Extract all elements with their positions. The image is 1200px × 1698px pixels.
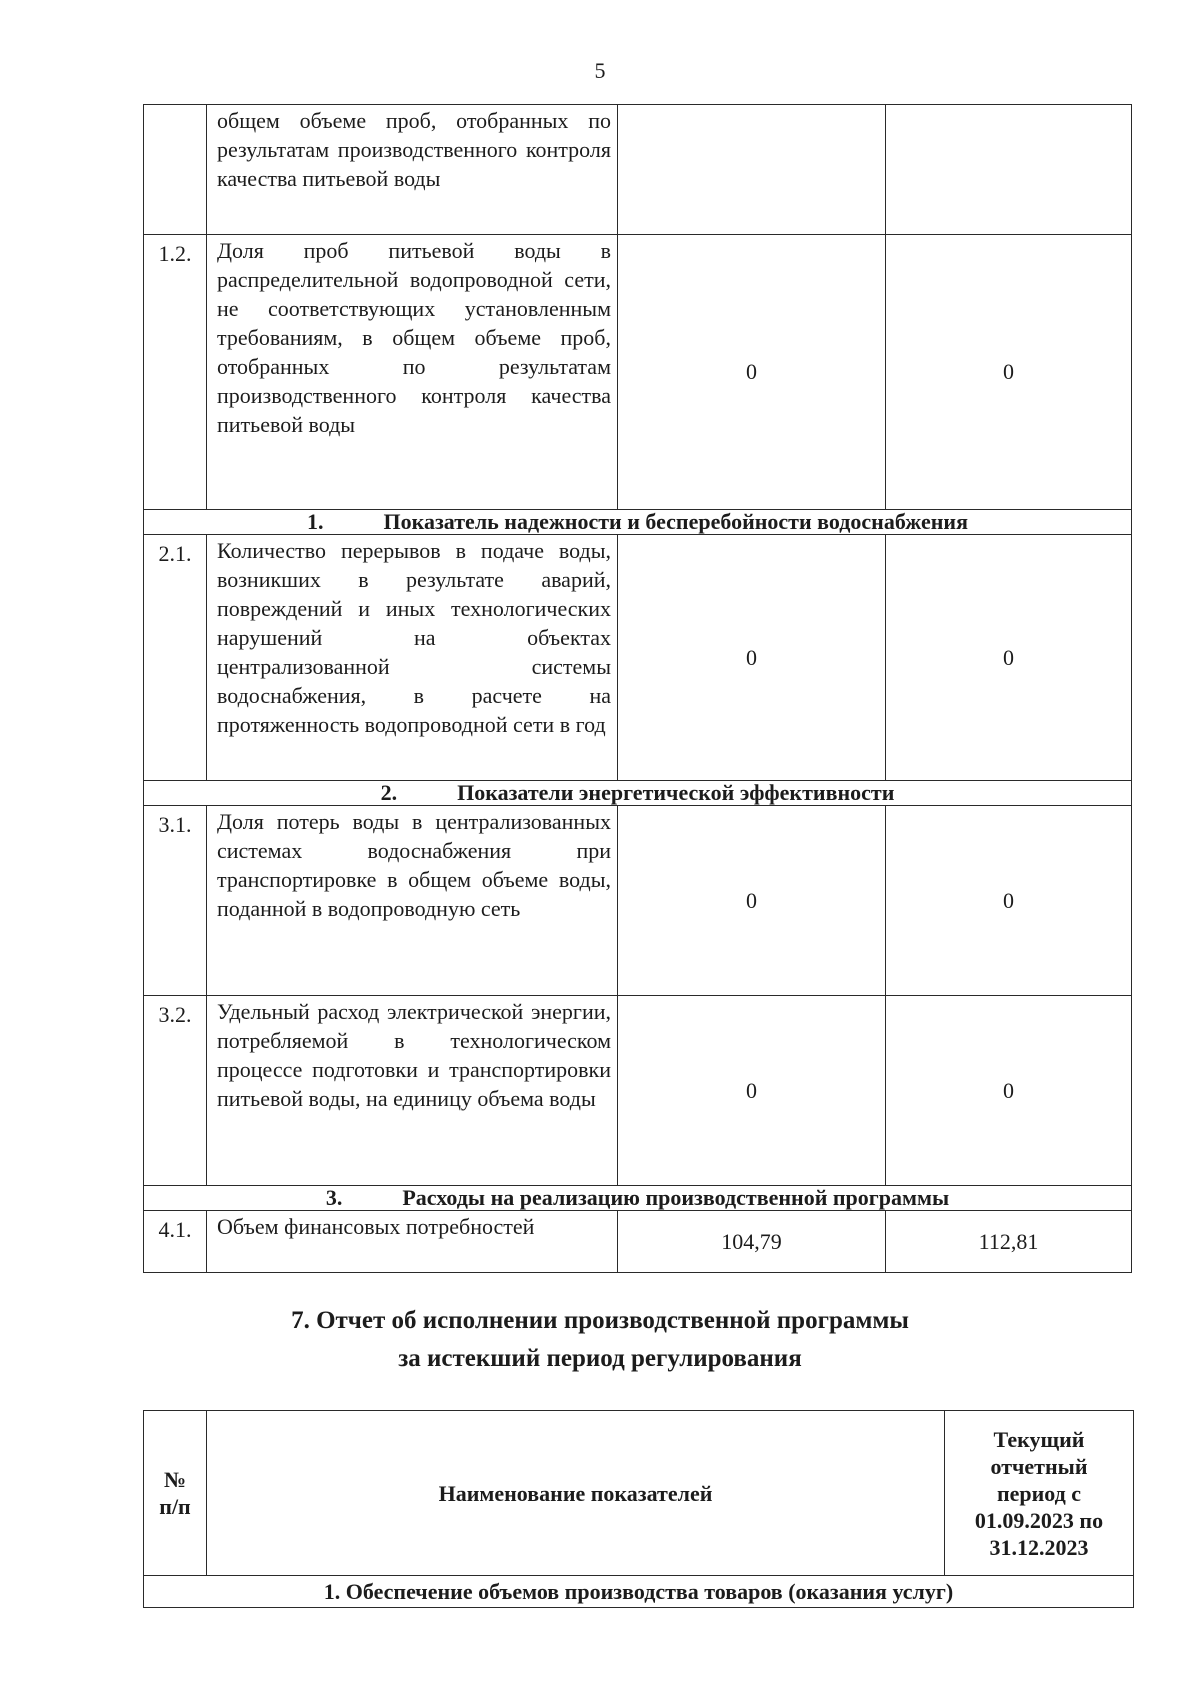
table-row bbox=[144, 535, 1132, 781]
value-2: 0 bbox=[886, 806, 1132, 996]
row-number: 1.2. bbox=[144, 235, 207, 510]
row-number: 3.2. bbox=[144, 996, 207, 1186]
row-number: 2.1. bbox=[144, 535, 207, 781]
section-title: Расходы на реализацию производственной программы bbox=[402, 1185, 950, 1210]
value-1: 0 bbox=[618, 235, 886, 510]
indicator-name: Объем финансовых потребностей bbox=[207, 1211, 618, 1273]
value-2: 112,81 bbox=[886, 1211, 1132, 1273]
row-number: 4.1. bbox=[144, 1211, 207, 1273]
section-title: 1. Обеспечение объемов производства товаров (оказания услуг) bbox=[144, 1576, 1134, 1608]
section-header-volumes bbox=[144, 1576, 1134, 1608]
section-header-reliability bbox=[144, 510, 1132, 535]
value-2: 0 bbox=[886, 235, 1132, 510]
row-number: 3.1. bbox=[144, 806, 207, 996]
table-row bbox=[144, 105, 1132, 235]
row-number bbox=[144, 105, 207, 235]
table-header-row bbox=[144, 1411, 1134, 1576]
indicator-name: Доля проб питьевой воды в распределительной водопроводной сети, не соответствующих установленным требованиям, в общем объеме проб, отобранных по результатам производственного контроля качества питьевой воды bbox=[207, 235, 618, 510]
value-2 bbox=[886, 105, 1132, 235]
indicator-name: Удельный расход электрической энергии, потребляемой в технологическом процессе подготовки и транспортировки питьевой воды, на единицу объема воды bbox=[207, 996, 618, 1186]
value-1: 0 bbox=[618, 996, 886, 1186]
column-header-number: № п/п bbox=[144, 1411, 207, 1576]
column-header-name: Наименование показателей bbox=[207, 1411, 945, 1576]
indicator-name: общем объеме проб, отобранных по результатам производственного контроля качества питьевой воды bbox=[207, 105, 618, 235]
page-number: 5 bbox=[594, 58, 606, 83]
report-heading-line-2: за истекший период регулирования bbox=[398, 1345, 802, 1372]
section-number: 2. bbox=[380, 780, 398, 805]
table-row bbox=[144, 235, 1132, 510]
section-number: 3. bbox=[325, 1185, 343, 1210]
indicators-table bbox=[143, 104, 1132, 1273]
value-1: 104,79 bbox=[618, 1211, 886, 1273]
section-header-costs bbox=[144, 1186, 1132, 1211]
report-heading-line-1: 7. Отчет об исполнении производственной программы bbox=[291, 1307, 909, 1334]
value-2: 0 bbox=[886, 996, 1132, 1186]
indicator-name: Количество перерывов в подаче воды, возникших в результате аварий, повреждений и иных технологических нарушений на объектах централизованной системы водоснабжения, в расчете на протяженность водопроводной сети в год bbox=[207, 535, 618, 781]
table-row bbox=[144, 996, 1132, 1186]
report-table bbox=[143, 1410, 1134, 1608]
column-header-period: Текущий отчетный период с 01.09.2023 по 31.12.2023 bbox=[945, 1411, 1134, 1576]
value-1: 0 bbox=[618, 535, 886, 781]
table-row bbox=[144, 806, 1132, 996]
value-1: 0 bbox=[618, 806, 886, 996]
indicator-name: Доля потерь воды в централизованных системах водоснабжения при транспортировке в общем объеме воды, поданной в водопроводную сеть bbox=[207, 806, 618, 996]
value-1 bbox=[618, 105, 886, 235]
table-row bbox=[144, 1211, 1132, 1273]
section-title: Показатель надежности и бесперебойности водоснабжения bbox=[383, 509, 968, 534]
value-2: 0 bbox=[886, 535, 1132, 781]
section-title: Показатели энергетической эффективности bbox=[457, 780, 895, 805]
section-number: 1. bbox=[307, 509, 324, 534]
section-header-energy bbox=[144, 781, 1132, 806]
